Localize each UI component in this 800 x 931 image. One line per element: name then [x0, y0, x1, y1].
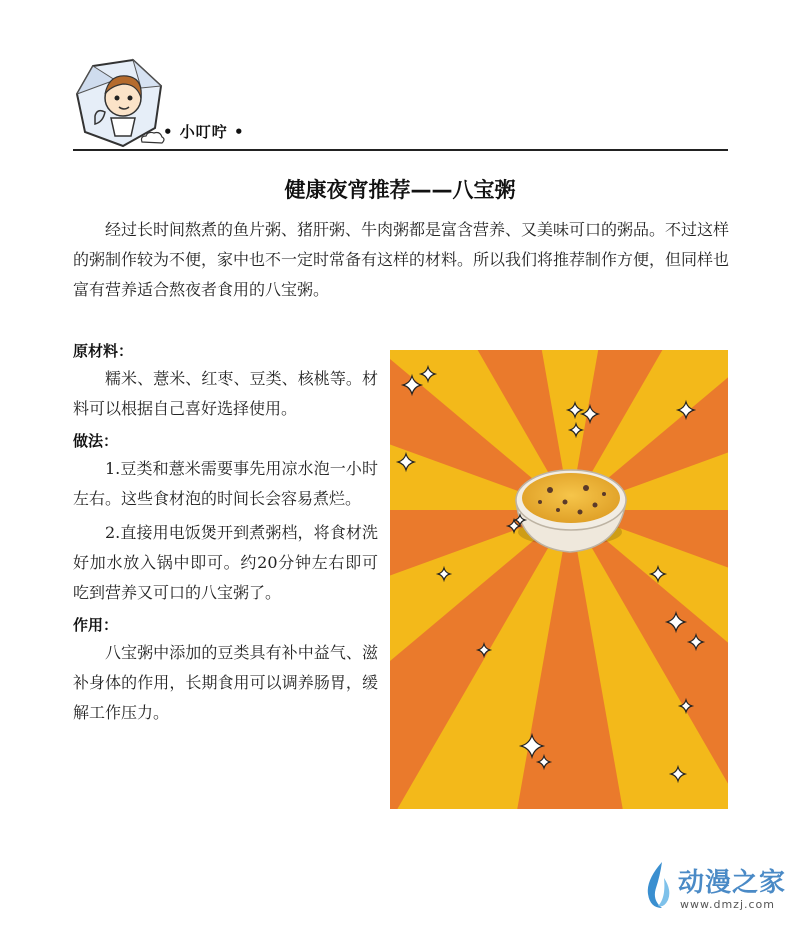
ingredients-heading: 原材料： [73, 342, 134, 360]
intro-paragraph: 经过长时间熬煮的鱼片粥、猪肝粥、牛肉粥都是富含营养、又美味可口的粥品。不过这样的粥制作较为不便，家中也不一定时常备有这样的材料。所以我们将推荐制作方便，但同样也富有营养适合熬夜者食用的八宝粥。 [73, 220, 730, 299]
text-column [73, 338, 378, 728]
flame-logo-icon [640, 860, 674, 910]
section-brand-label: • 小叮咛 • [163, 123, 245, 141]
watermark-logo [640, 858, 790, 918]
header-rule [73, 149, 728, 151]
effect-paragraph: 八宝粥中添加的豆类具有补中益气、滋补身体的作用，长期食用可以调养肠胃，缓解工作压力。 [73, 643, 378, 722]
cloud-doodle-icon [138, 128, 166, 146]
method-step-1: 1.豆类和薏米需要事先用凉水泡一小时左右。这些食材泡的时间长会容易煮烂。 [73, 459, 378, 508]
effect-heading: 作用： [73, 616, 119, 634]
watermark-name: 动漫之家 [678, 868, 787, 898]
article-title: 健康夜宵推荐——八宝粥 [284, 178, 516, 202]
method-step-2: 2.直接用电饭煲开到煮粥档，将食材洗好加水放入锅中即可。约20分钟左右即可吃到营养又可口的八宝粥了。 [73, 523, 378, 602]
watermark-url: www.dmzj.com [680, 898, 775, 911]
method-heading: 做法： [73, 432, 119, 450]
porridge-illustration [390, 350, 728, 809]
ingredients-paragraph: 糯米、薏米、红枣、豆类、核桃等。材料可以根据自己喜好选择使用。 [73, 369, 378, 418]
